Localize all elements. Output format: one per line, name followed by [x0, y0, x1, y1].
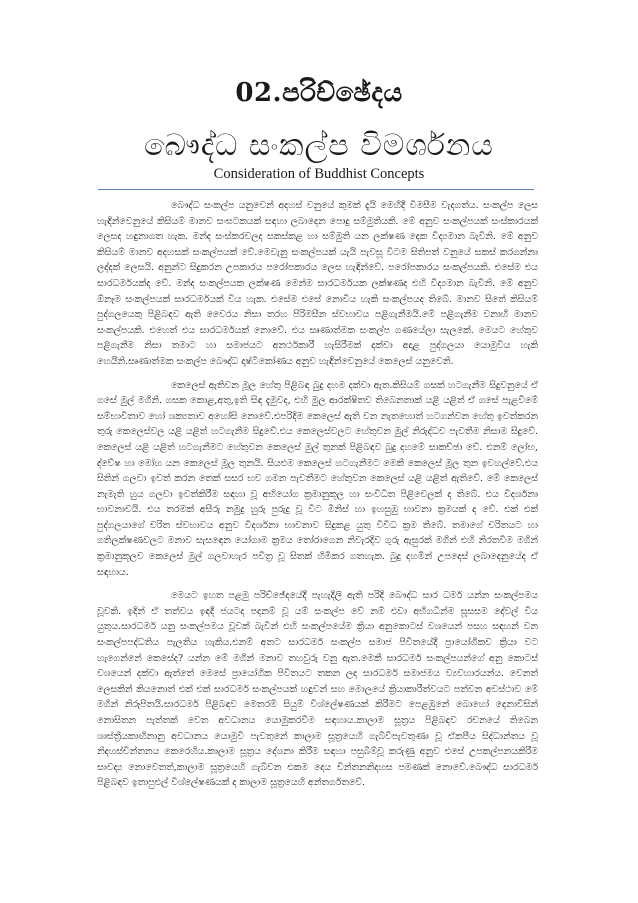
- title-divider: [98, 189, 534, 190]
- body-text: [97, 198, 538, 799]
- page-subtitle: Consideration of Buddhist Concepts: [213, 166, 425, 182]
- page-title: බෞද්ධ සංකල්ප විමර්ශනය: [144, 128, 494, 163]
- chapter-heading: 02.පරිච්ඡේදය: [235, 78, 403, 108]
- paragraph-1: බෞද්ධ සංකල්ප යනුවෙන් අදහස් වනුයේ කුමක් දැයි මෙහිදී විමසීම වැදගත්ය. සංකල්ප ලෙස හැඳින්වෙනුයේ කිසියම් මානව සංඝටකයක් සඳහා ලබාදෙන පොදු සම්මුතියකි. මේ අනුව සංකල්පයක් සංස්කාරයක් ලෙසද හඳුනාගත හැක. මන්ද සංස්කරවලද සකස්කළ හා සම්මුති යන ලක්ෂණ දෙක විද්‍යමාන බැවිනි. මේ අනුව කිසියම් මානව අදහසක් සංකල්පයක් වේ.මෙවැනු සංකල්පයක් යැයි පැවසූ විටම සිතිපත් වනුයේ සකස් කරගන්නා ලද්දක් ලෙසයි. අනුන්ට සිදුකරන උපකාරය පරෝපකාරය ලෙස හැඳින්වේ. පරෝපකාරය සංකල්පයකි. එසේම එය සාරධර්මයක්ද වේ. මන්ද සංකල්පයක ලක්ෂණ මෙන්ම සාරධර්මයක ලක්ෂණද එහි විද්‍යමාන බැවිනි. මේ අනුව ඕනෑම සංකල්පයක් සාරධර්මයක් විය හැක. එසේම එසේ නොවිය හැකි සංකල්පයද තිබේ. මානව සිතේ කිසියම් පුද්ගලයෙකු පිළිබඳව ඇති වෛරය නිසා තරහ පිරිමසීන ස්වභාවය පළිගැනීමයි.මේ පළිගැනීම වනාහි මානව සංකල්පයකි. එහෙත් එය සාරධර්මයක් නොවේ. එය සෘණාත්මක සංකල්ප ගණයේලා සැලකේ. මෙයට හේතුව පළිගැනීම නිසා තමාට හා සමාජයට අනර්ථකාරී හැසිරීමක් දක්වා අදාළ පුද්ගලයා යොමුවිය හැකි හෙයිනි.සෘණාත්මක සංකල්ප බෞද්ධ දෘෂ්ටිකෝණය අනුව හැඳින්වෙනුයේ කෙලෙස් යනුවෙනි.: [97, 200, 538, 367]
- paragraph-2: කෙලෙස් ඇතිවන මූල හේතු පිළිබඳ බුදු දහම දක්වා ඇත.කිසියම් ගසක් හටගැනීම සිදුවනුයේ ඒ ගසේ මුල් මගිනි. ගසක කොළ,අතු,ඉති සිඳ දැමුවද, එහි මුල ආරක්ෂිතව තිබෙනතාක් යළි යළිත් ඒ ගසේ පැළවීමේ සම්භාවිතාව හෝ ශක්‍යතාව අහෝසි නොවේ.එපරිදිම කෙලෙස් ඇති වන නැතහොත් හටගන්වන හේතු ඉවත්කරන තුරු කෙලෙස්වල යළි යළිත් හටගැනීම සිදුවේ.එය කෙලෙස්වලට හේතුවන මුල් නිරුද්ධව පැවතීම නිසාම සිදුවේ. කෙලෙස් යළි යළිත් හටගැනීමට හේතුවන කෙලෙස් මුල් තුනක් පිළිබඳව බුදු දහමේ සාකච්ඡා වේ. එනම් ලෝභ, ද්වේෂ හා මෝහ යන කෙලෙස් මූල තුනයි. සියළුම කෙලෙස් හටගැනීමට මෙකී කෙලෙස් මූල තුන ඉවහල්වේ.එය සිතින් ගලවා ඉවත් කරන තෙක් සසර භව ගමන පැවතීමට හේතුවන කෙලෙස් යළි යළිත් ඇතිවේ. මේ කෙලෙස් නැමැති හුය ගලවා ඉවත්කිරීම සඳහා වූ අභියෝග ක්‍රමානුකූල හා සංවිධිත පිළිවෙලක් ද තිබේ. එය විදර්ශනා භාවනාවයි. එය තරමක් අසීරු නමුදු හුරු පුරුදු වූ විට මිනිස් හා ඉහසුඹු භාවනා ක්‍රමයක් ද වේ. එක් එක් පුද්ගලයාගේ චරිත ස්වභාවය අනුව විදර්ශනා භාවනාව සිදුකළ යුතු විවිධ ක්‍රම තිබේ. තමාගේ චරිතයට හා ගතිලක්ෂණවලට මනාව සැසඳෙන යෝගාම ක්‍රමය තෝරාගෙන නිවැරදිව ගුරු ඇසුරක් මගින් එහි නිරතවීම මගින් ක්‍රමානුකූලව කෙලෙස් මුල් ගලවාහැර පවිත්‍ර වූ සිතක් හිමිකර ගතහැක. බුදු දහමින් උපදෙස් ලබාදෙනුයේද ඒ සඳහාය.: [97, 379, 538, 578]
- paragraph-3: මෙයට ඉහත පළමු පරිච්ඡේදයේදී පැහැදිලි ඇති පරිදි බෞද්ධ සාර ධර්ම යන්න සංකල්පමය වූවකි. ඉදින් ඒ තත්වය ඉඳදී ජයටද පදනම් වූ යම් සංකල්ප වේ නම් එවා අභිගධින්ම සූසසම දේවල් විය යුතුය.සාරධර්ම යනු සංකල්පමය වූවක් බැවින් එහි සංකල්පයේම ක්‍රියා අනුකොටස් වශයෙන් පසහ සඳහන් වන සංකල්පපද්ධතිය පැලතිය හැකිය.එනම් අතට සාරධර්ම සංකල්ප සමාජ පිවිතයේදී ප්‍රායෝගිකව ක්‍රියා වට හැගෙන්නේ කෙසේද? යන්න මේ මගින් මනාව තහවුරු වනු ඇත.මෙකී සාරධර්ම සංකල්පයන්ගේ අනු කොටස් වශයෙන් දක්වා ඇත්තේ මෙසේ ප්‍රායෝගික පිවිතයට තකන ලද සාරධර්ම සමාජමය ව්‍යවහාරයන්ය. වෙනත් ලෙසකින් කියනොත් එක් එක් සාරධර්ම සංකල්පයක් හඳුවන් සහ මොලයේ ක්‍රියාකාරීත්වයට පත්වන අවස්ථාව මේ මගින් නිරූපිතයි.සාරධර්ම පිළිබඳව මෙතරම් සියුම් විශ්ලේෂණයක් කිරීමට පෙළඹුනේ බොහෝ දෙනාවිසින් නොසිතන පැත්තක් වෙත අවධානය යොමුකරවීම සඳහාය.කාලාම සූත්‍රය පිළිබඳව රචනයේ තිබෙන ශාස්ත්‍රීයකාඟිනානු අවධානය යොමුවී පැවතුනේ කාලාම සූත්‍රයෙහි ගැබ්වීපැවතුණා වූ ඒකපීය සිද්ධාන්තය වූ නිදහස්චින්තනය කෙරෙහිය.කාලාම සූත්‍රය දේශනා කිරීම සඳහා පසුබිම්වූ කරුණු අනුව එසේ උපකල්පනයකිරීම සාවද්‍ය නොවෙතත්,කාලාම සූත්‍රයෙහි ගැබ්වන එකම දෙය චින්තනනිදහස පමණක් නොවේ.බෞද්ධ සාරධර්ම පිළිබඳව ඉතාපුළුල් විශ්ලේෂණයක් ද කාලාම සූත්‍රයෙහි අන්තර්ගතවේ.: [97, 590, 538, 789]
